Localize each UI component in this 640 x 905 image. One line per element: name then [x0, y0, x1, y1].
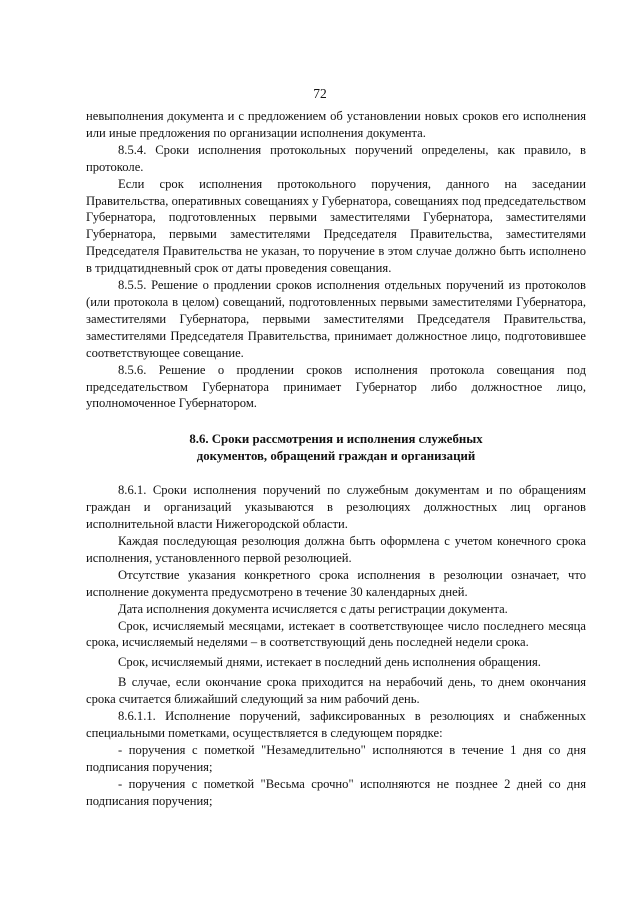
paragraph: Срок, исчисляемый днями, истекает в последний день исполнения обращения. [118, 655, 541, 670]
list-item: - поручения с пометкой "Весьма срочно" исполняются не позднее 2 дней со дня подписания поручения; [86, 776, 586, 808]
paragraph: 8.5.4. Сроки исполнения протокольных поручений определены, как правило, в протоколе. [86, 142, 586, 174]
paragraph: невыполнения документа и с предложением об установлении новых сроков его исполнения или иные предложения по организации исполнения документа. [86, 109, 586, 140]
paragraph: Срок, исчисляемый месяцами, истекает в соответствующее число последнего месяца срока, исчисляемый неделями – в соответствующий день последней недели срока. [86, 618, 586, 650]
section-heading-line: документов, обращений граждан и организаций [196, 449, 476, 464]
paragraph: Если срок исполнения протокольного поручения, данного на заседании Правительства, оперативных совещаниях у Губернатора, совещаниях под председательством Губернатора, подготовленных первыми заместителями Губернатора, заместителями Губернатора, первыми заместителями Председателя Правительства, заместителями Председателя Правительства не указан, то поручение в этом случае должно быть исполнено в тридцатидневный срок от даты проведения совещания. [86, 176, 586, 276]
page-number: 72 [313, 86, 327, 101]
paragraph: 8.6.1. Сроки исполнения поручений по служебным документам и по обращениям граждан и организаций указываются в резолюциях должностных лиц органов исполнительной власти Нижегородской области. [86, 483, 586, 532]
paragraph: Каждая последующая резолюция должна быть оформлена с учетом конечного срока исполнения, установленного первой резолюцией. [86, 534, 586, 565]
list-item: - поручения с пометкой "Незамедлительно" исполняются в течение 1 дня со дня подписания поручения; [86, 742, 586, 774]
paragraph: 8.5.6. Решение о продлении сроков исполнения протокола совещания под председательством Губернатора принимает Губернатор либо должностное лицо, уполномоченное Губернатором. [86, 362, 586, 411]
document-body [86, 108, 586, 810]
paragraph: В случае, если окончание срока приходится на нерабочий день, то днем окончания срока считается ближайший следующий за ним рабочий день. [86, 675, 586, 707]
paragraph: Отсутствие указания конкретного срока исполнения в резолюции означает, что исполнение документа предусмотрено в течение 30 календарных дней. [86, 567, 586, 599]
paragraph: Дата исполнения документа исчисляется с даты регистрации документа. [118, 601, 508, 616]
paragraph: 8.5.5. Решение о продлении сроков исполнения отдельных поручений из протоколов (или протокола в целом) совещаний, подготовленных первыми заместителями Губернатора, заместителями Губернатора, первыми заместителями Председателя Правительства, заместителями Председателя Правительства, принимает должностное лицо, подготовившее соответствующее совещание. [86, 278, 586, 360]
paragraph: 8.6.1.1. Исполнение поручений, зафиксированных в резолюциях и снабженных специальными пометками, осуществляется в следующем порядке: [86, 709, 586, 740]
section-heading-line: 8.6. Сроки рассмотрения и исполнения служебных [189, 432, 483, 447]
section-heading [86, 431, 586, 465]
